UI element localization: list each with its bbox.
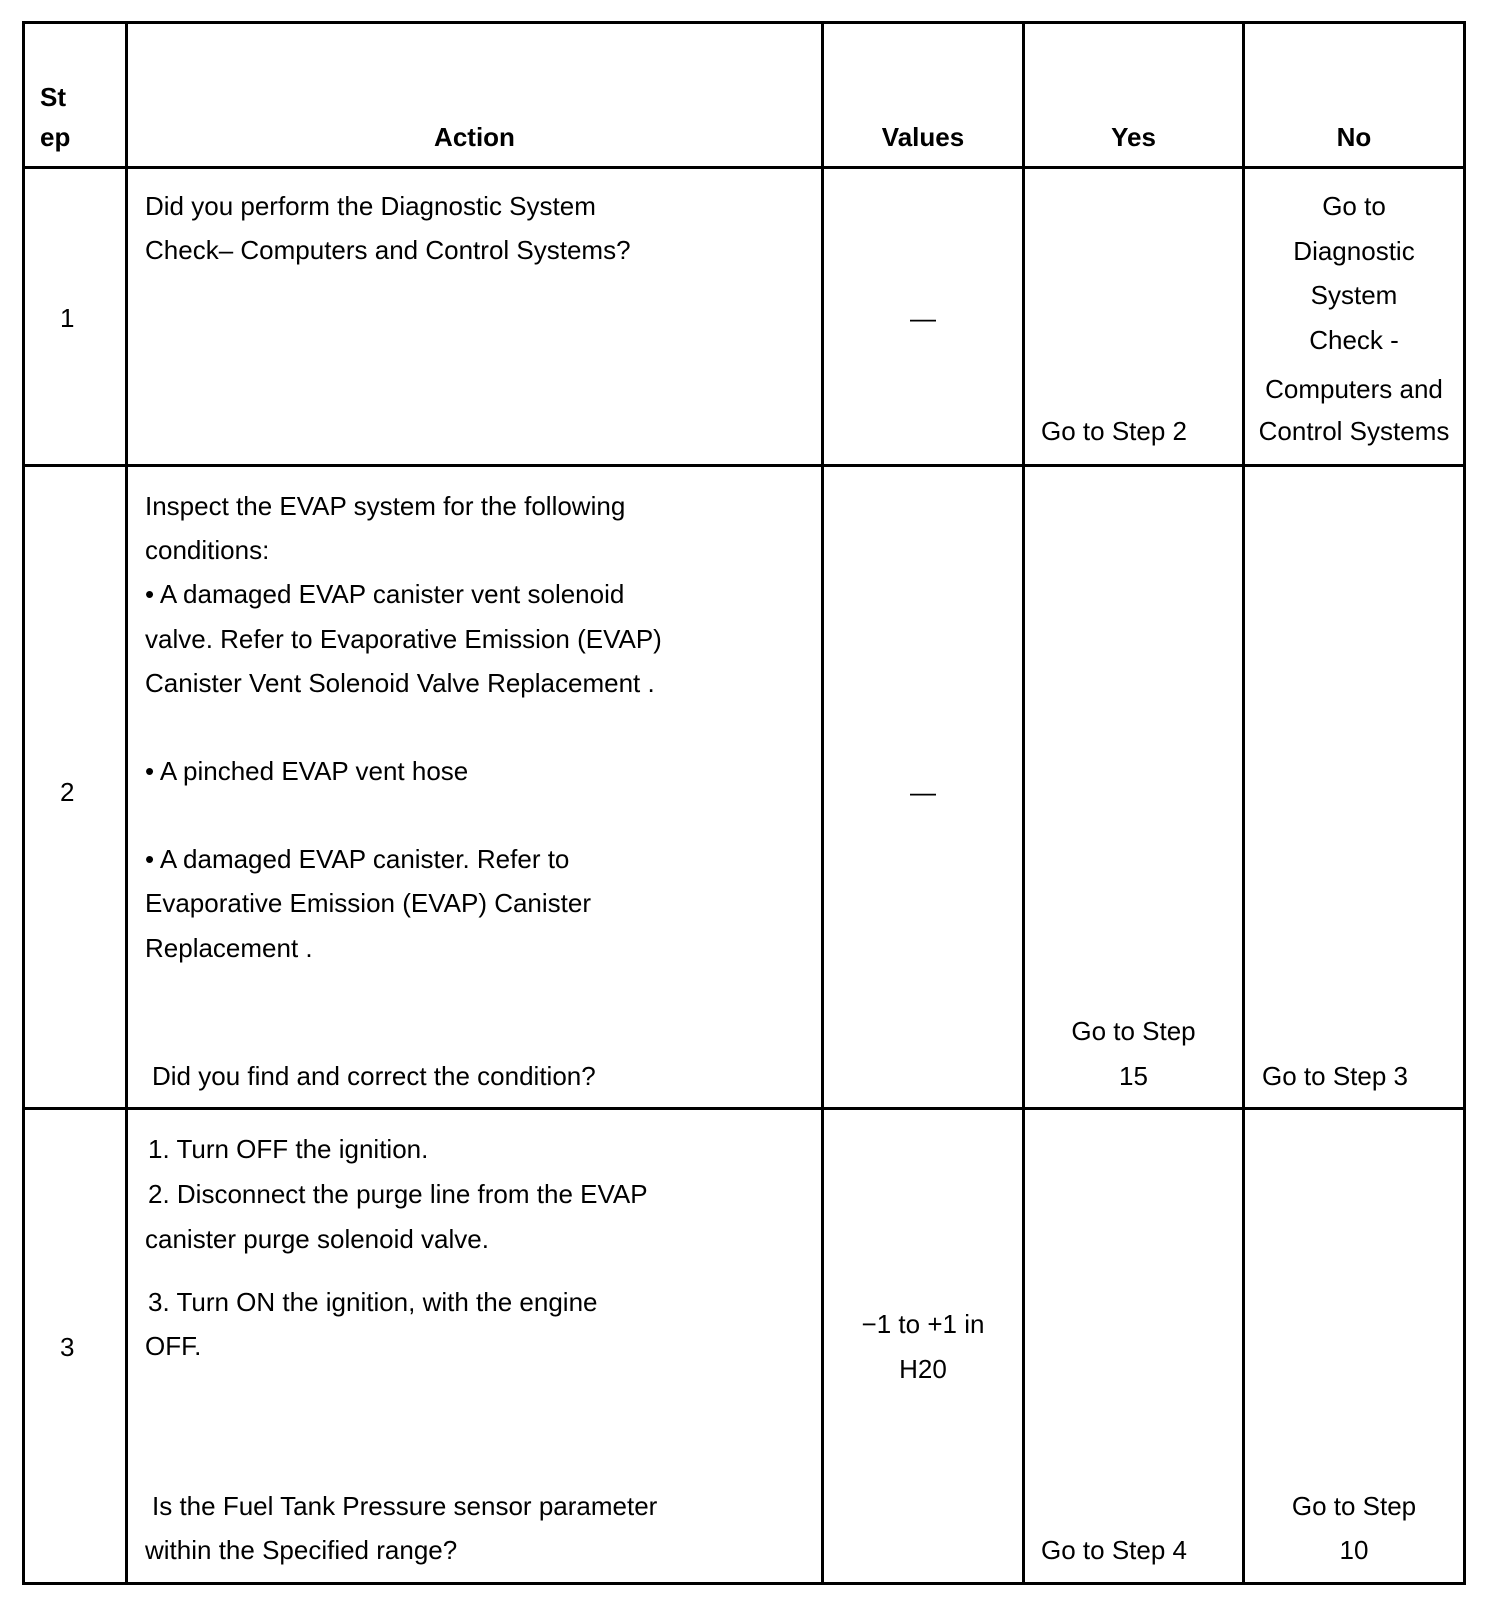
header-no: No	[1336, 122, 1372, 152]
row-divider-2	[22, 1107, 1466, 1110]
row2-action-line: Did you find and correct the condition?	[152, 1061, 596, 1091]
row3-values-line: H20	[899, 1354, 947, 1384]
row1-action-line: Check– Computers and Control Systems?	[145, 235, 631, 265]
step-number-3: 3	[60, 1332, 75, 1362]
table-border-left	[22, 21, 25, 1585]
row3-values-line: −1 to +1 in	[861, 1309, 985, 1339]
header-divider	[22, 166, 1466, 169]
row3-action-line: OFF.	[145, 1331, 202, 1361]
row2-yes-line: Go to Step	[1071, 1016, 1196, 1046]
row3-action-line: 2. Disconnect the purge line from the EVAP	[148, 1179, 648, 1209]
table-border-right	[1463, 21, 1466, 1585]
row3-action-line: within the Specified range?	[145, 1535, 458, 1565]
row2-action-line: Canister Vent Solenoid Valve Replacement .	[145, 668, 655, 698]
row2-yes-line: 15	[1119, 1061, 1148, 1091]
step-number-2: 2	[60, 777, 75, 807]
header-action: Action	[434, 122, 515, 152]
row2-action-line: conditions:	[145, 535, 270, 565]
row3-yes: Go to Step 4	[1041, 1535, 1187, 1565]
header-values: Values	[881, 122, 965, 152]
row2-action-line: • A damaged EVAP canister vent solenoid	[145, 579, 625, 609]
row2-values: —	[910, 777, 936, 807]
row3-action-line: 1. Turn OFF the ignition.	[148, 1134, 429, 1164]
col-divider-values	[1022, 21, 1025, 1585]
row2-action-line: Evaporative Emission (EVAP) Canister	[145, 888, 592, 918]
row1-no-line: Computers and	[1265, 374, 1443, 404]
row1-no-line: Go to	[1322, 191, 1386, 221]
row-divider-1	[22, 464, 1466, 467]
row2-action-line: Inspect the EVAP system for the following	[145, 491, 626, 521]
header-step-line2: ep	[40, 122, 71, 152]
row1-yes: Go to Step 2	[1041, 416, 1187, 446]
row1-no-line: Check -	[1309, 325, 1399, 355]
table-border-top	[22, 21, 1466, 24]
row2-action-line: valve. Refer to Evaporative Emission (EVAP)	[145, 624, 662, 654]
step-number-1: 1	[60, 303, 75, 333]
row3-action-line: canister purge solenoid valve.	[145, 1224, 489, 1254]
row3-no-line: 10	[1339, 1535, 1369, 1565]
row1-no-line: Control Systems	[1258, 416, 1450, 446]
row2-action-line: Replacement .	[145, 933, 313, 963]
row2-no: Go to Step 3	[1262, 1061, 1408, 1091]
row3-no-line: Go to Step	[1291, 1491, 1417, 1521]
row1-values: —	[910, 303, 936, 333]
header-yes: Yes	[1111, 122, 1156, 152]
row2-action-line: • A damaged EVAP canister. Refer to	[145, 844, 570, 874]
table-border-bottom	[22, 1582, 1466, 1585]
row1-no-line: System	[1310, 280, 1398, 310]
col-divider-step	[125, 21, 128, 1585]
header-step-line1: St	[40, 82, 66, 112]
row1-no-line: Diagnostic	[1293, 236, 1415, 266]
row2-action-line: • A pinched EVAP vent hose	[145, 756, 469, 786]
row1-action-line: Did you perform the Diagnostic System	[145, 191, 596, 221]
row3-action-line: Is the Fuel Tank Pressure sensor parameter	[152, 1491, 658, 1521]
row3-action-line: 3. Turn ON the ignition, with the engine	[148, 1287, 598, 1317]
